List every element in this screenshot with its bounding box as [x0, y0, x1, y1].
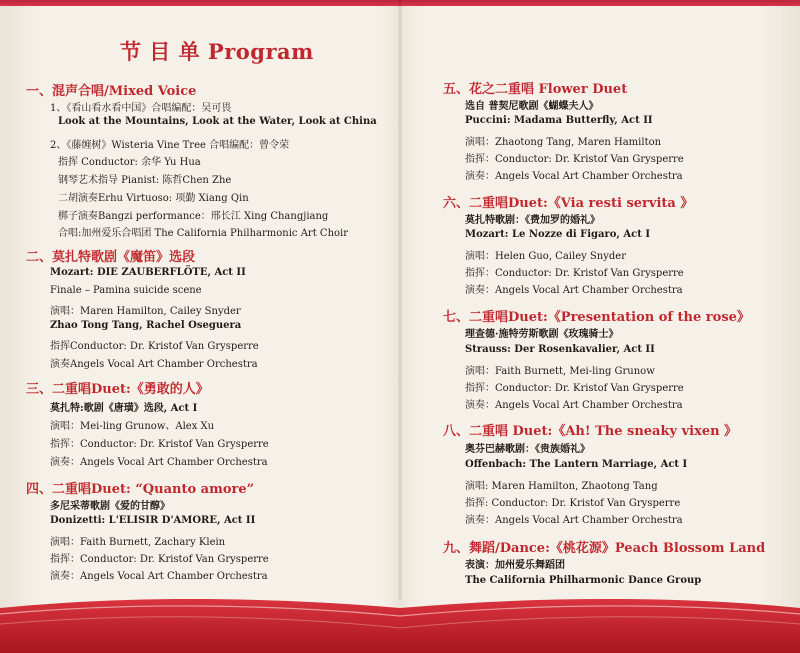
section-1-heading: 一、混声合唱/Mixed Voice [26, 84, 197, 99]
s3-orchestra: 演奏：Angels Vocal Art Chamber Orchestra [50, 457, 268, 468]
s6-opera-cn: 莫扎特歌剧：《费加罗的婚礼》 [465, 215, 600, 226]
s5-opera: Puccini: Madama Butterfly, Act II [465, 115, 653, 126]
section-3-heading: 三、二重唱Duet:《勇敢的人》 [26, 382, 209, 397]
program-title: 节 目 单 Program [120, 39, 314, 64]
section-9-heading: 九、舞蹈/Dance:《桃花源》Peach Blossom Land [443, 541, 766, 556]
s8-opera: Offenbach: The Lantern Marriage, Act I [465, 459, 688, 470]
s4-opera: Donizetti: L'ELISIR D'AMORE, Act II [50, 515, 256, 526]
s4-singers: 演唱：Faith Burnett, Zachary Klein [50, 537, 226, 548]
s8-orchestra: 演奏：Angels Vocal Art Chamber Orchestra [465, 515, 683, 526]
s2-scene: Finale – Pamina suicide scene [50, 285, 202, 296]
s7-opera-cn: 理查德·施特劳斯歌剧《玫瑰骑士》 [465, 329, 619, 340]
s1-bangzi: 梆子演奏Bangzi performance：邢长江 Xing Changjiang [58, 211, 329, 222]
s8-singers: 演唱: Maren Hamilton, Zhaotong Tang [465, 481, 658, 492]
s5-opera-cn: 选自 普契尼歌剧《蝴蝶夫人》 [465, 101, 599, 112]
s7-opera: Strauss: Der Rosenkavalier, Act II [465, 344, 655, 355]
bottom-red-swoosh [0, 590, 800, 653]
s2-orchestra: 演奏Angels Vocal Art Chamber Orchestra [50, 359, 258, 370]
s4-opera-cn: 多尼采蒂歌剧《爱的甘醇》 [50, 501, 170, 512]
s5-singers: 演唱：Zhaotong Tang, Maren Hamilton [465, 137, 662, 148]
s6-singers: 演唱：Helen Guo, Cailey Snyder [465, 251, 626, 262]
page-fold [398, 0, 402, 600]
s2-opera: Mozart: DIE ZAUBERFLÖTE, Act II [50, 267, 246, 278]
s6-orchestra: 演奏：Angels Vocal Art Chamber Orchestra [465, 285, 683, 296]
s2-singers: 演唱：Maren Hamilton, Cailey Snyder [50, 306, 241, 317]
s3-opera: 莫扎特:歌剧《唐璜》选段, Act I [50, 403, 198, 414]
s9-performer: The California Philharmonic Dance Group [465, 575, 702, 586]
s3-conductor: 指挥：Conductor: Dr. Kristof Van Grysperre [50, 439, 269, 450]
section-5-heading: 五、花之二重唱 Flower Duet [443, 82, 628, 97]
s4-conductor: 指挥：Conductor: Dr. Kristof Van Grysperre [50, 554, 269, 565]
s3-singers: 演唱：Mei-ling Grunow、Alex Xu [50, 421, 215, 432]
s7-singers: 演唱：Faith Burnett, Mei-ling Grunow [465, 366, 655, 377]
section-4-heading: 四、二重唱Duet: “Quanto amore” [26, 482, 255, 497]
s1-item1-title: 1、《看山看水看中国》合唱编配：吴可畏 [50, 103, 232, 114]
s5-orchestra: 演奏：Angels Vocal Art Chamber Orchestra [465, 171, 683, 182]
s1-choir: 合唱:加州爱乐合唱团 The California Philharmonic Art Choir [58, 228, 349, 239]
s1-item1-en: Look at the Mountains, Look at the Water, Look at China [58, 116, 377, 127]
s7-conductor: 指挥：Conductor: Dr. Kristof Van Grysperre [465, 383, 684, 394]
s1-conductor: 指挥 Conductor: 余华 Yu Hua [58, 157, 201, 168]
section-7-heading: 七、二重唱Duet:《Presentation of the rose》 [443, 310, 750, 325]
s8-opera-cn: 奥芬巴赫歌剧：《贵族婚礼》 [465, 444, 590, 455]
section-8-heading: 八、二重唱 Duet:《Ah! The sneaky vixen 》 [443, 424, 738, 439]
s9-performer-cn: 表演：加州爱乐舞蹈团 [465, 560, 565, 571]
s4-orchestra: 演奏：Angels Vocal Art Chamber Orchestra [50, 571, 268, 582]
s8-conductor: 指挥: Conductor: Dr. Kristof Van Grysperre [465, 498, 681, 509]
s6-conductor: 指挥：Conductor: Dr. Kristof Van Grysperre [465, 268, 684, 279]
s6-opera: Mozart: Le Nozze di Figaro, Act I [465, 229, 651, 240]
s2-conductor: 指挥Conductor: Dr. Kristof Van Grysperre [50, 341, 259, 352]
s1-item2-title: 2、《藤缠树》Wisteria Vine Tree 合唱编配：曾令荣 [50, 140, 290, 151]
s7-orchestra: 演奏：Angels Vocal Art Chamber Orchestra [465, 400, 683, 411]
s1-erhu: 二胡演奏Erhu Virtuoso: 项勤 Xiang Qin [58, 193, 249, 204]
s1-pianist: 钢琴艺术指导 Pianist: 陈哲Chen Zhe [58, 175, 232, 186]
s5-conductor: 指挥：Conductor: Dr. Kristof Van Grysperre [465, 154, 684, 165]
section-2-heading: 二、莫扎特歌剧《魔笛》选段 [26, 250, 196, 265]
s2-singers-2: Zhao Tong Tang, Rachel Oseguera [50, 320, 242, 331]
section-6-heading: 六、二重唱Duet:《Via resti servita 》 [443, 196, 694, 211]
